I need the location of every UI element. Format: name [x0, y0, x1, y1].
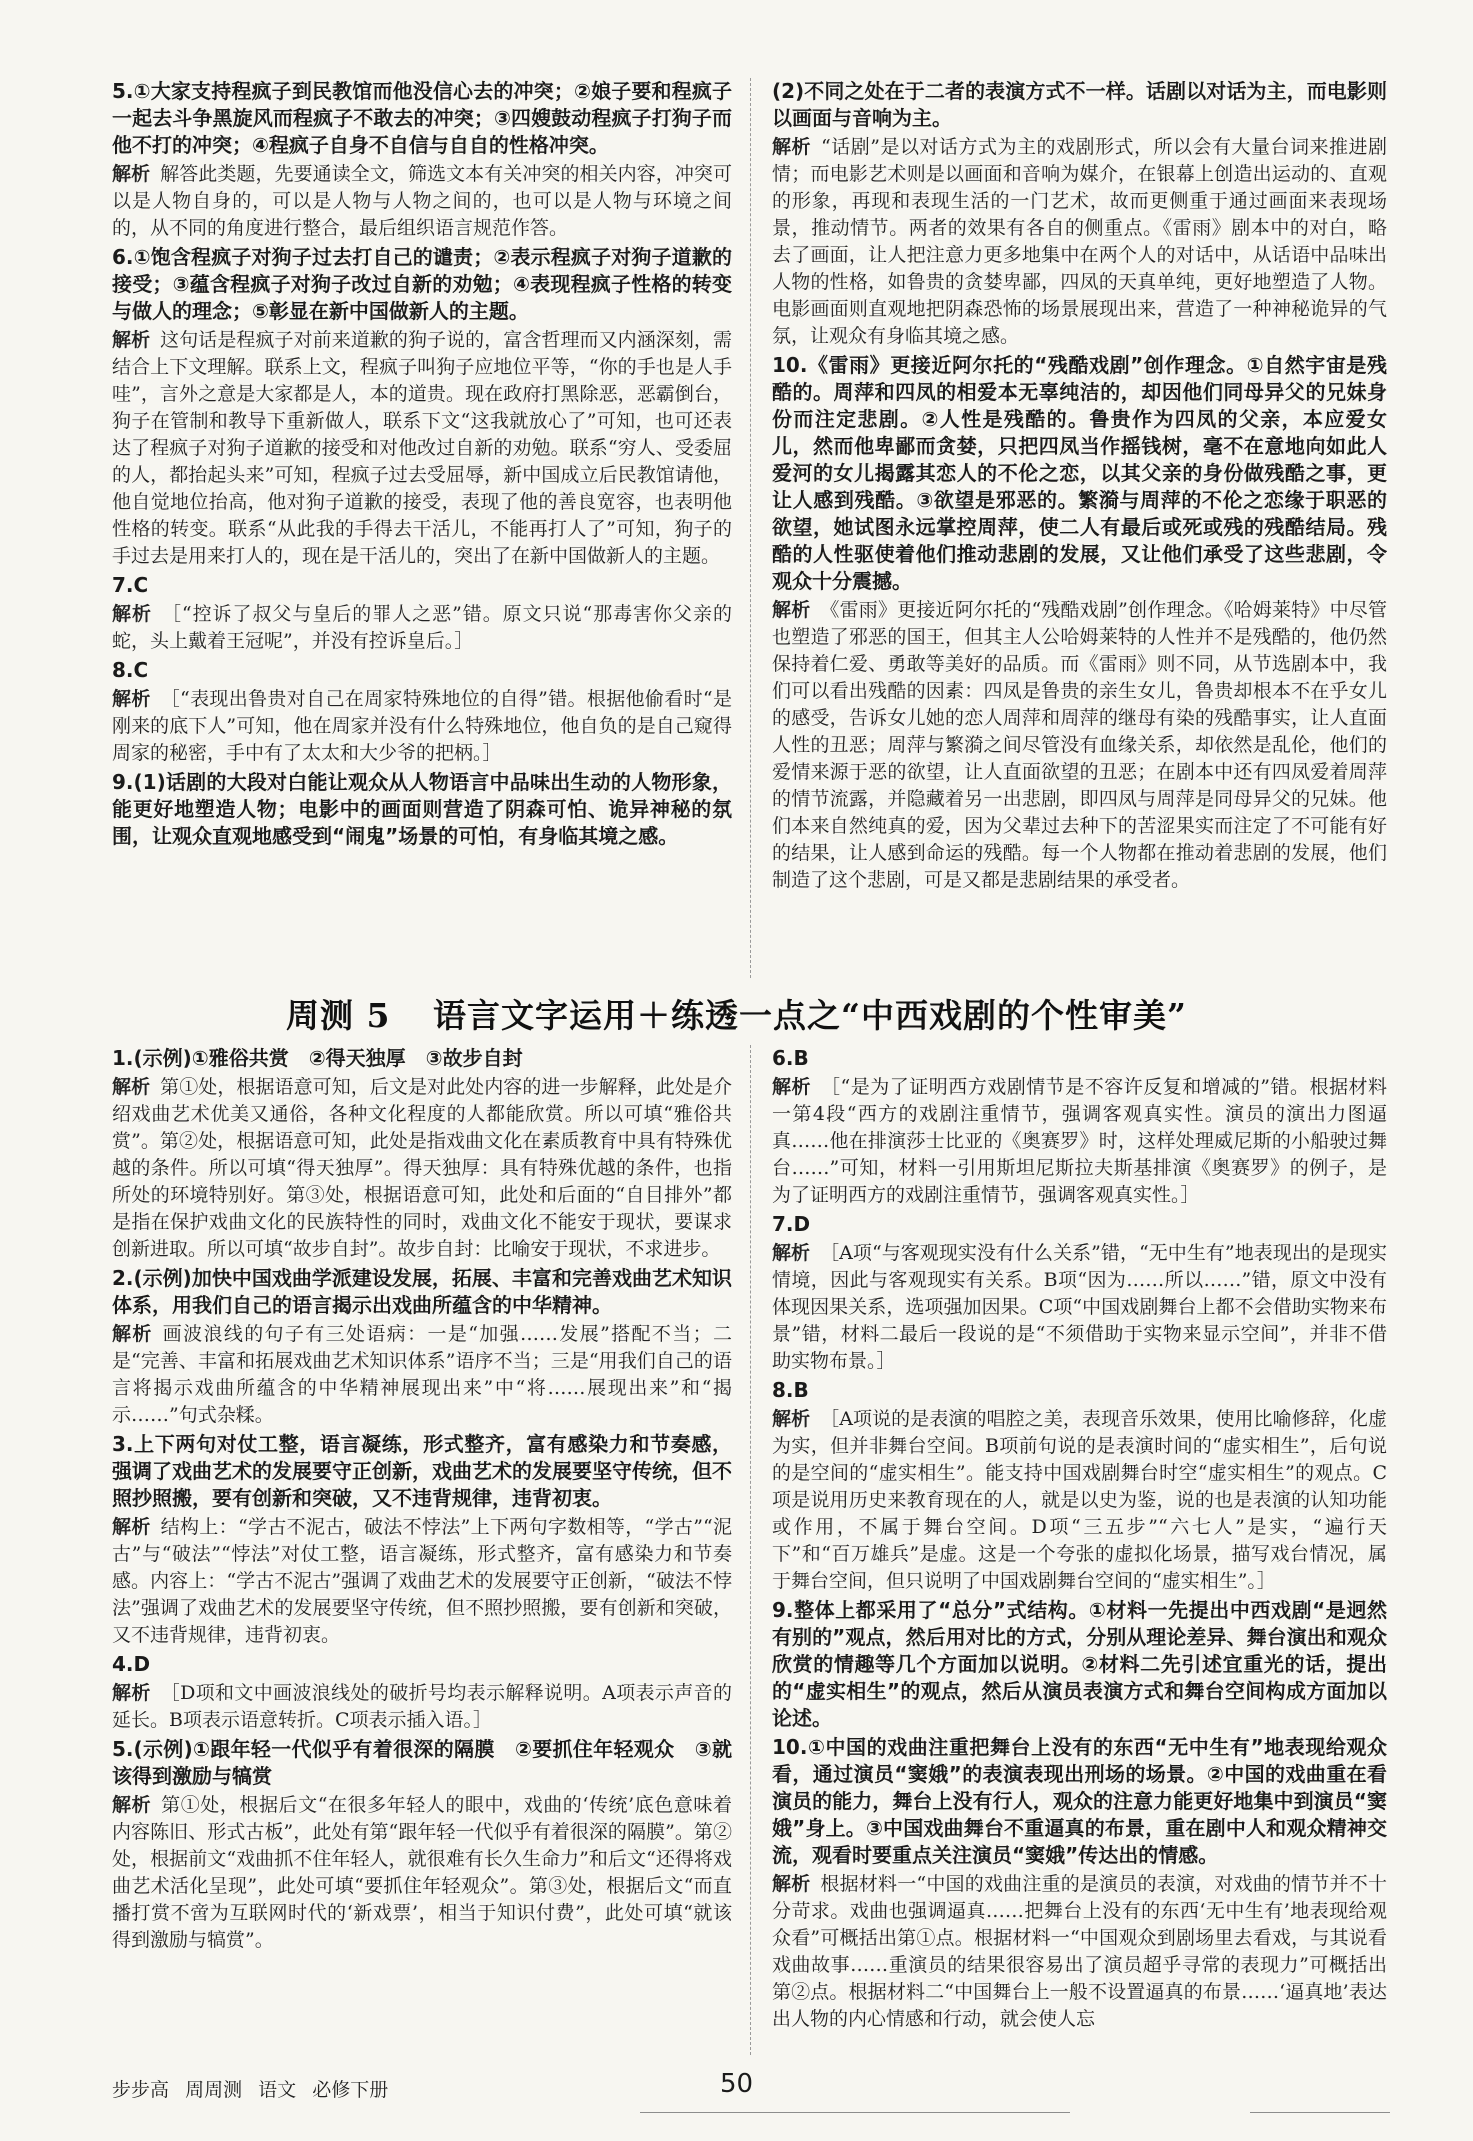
analysis-label: 解析 — [112, 603, 152, 625]
analysis-text: 结构上：“学古不泥古，破法不悖法”上下两句字数相等，“学古”“泥古”与“破法”“悖法”对仗工整，语言凝练，形式整齐，富有感染力和节奏感。内容上：“学古不泥古”强调了戏曲艺术的发展要守正创新，“破法不悖法”强调了戏曲艺术的发展要坚守传统，但不照抄照搬，要有创新和突破，又不违背规律，违背初衷。 — [112, 1516, 732, 1646]
answer-item: 3.上下两句对仗工整，语言凝练，形式整齐，富有感染力和节奏感，强调了戏曲艺术的发展要守正创新，戏曲艺术的发展要坚守传统，但不照抄照搬，要有创新和突破，又不违背规律，违背初衷。 — [112, 1432, 732, 1510]
analysis-text: 第①处，根据语意可知，后文是对此处内容的进一步解释，此处是介绍戏曲艺术优美又通俗，各种文化程度的人都能欣赏。所以可填“雅俗共赏”。第②处，根据语意可知，此处是指戏曲文化在素质教育中具有特殊优越的条件。所以可填“得天独厚”。得天独厚：具有特殊优越的条件，也指所处的环境特别好。第③处，根据语意可知，此处和后面的“自目排外”都是指在保护戏曲文化的民族特性的同时，戏曲文化不能安于现状，要谋求创新进取。所以可填“故步自封”。故步自封：比喻安于现状，不求进步。 — [112, 1076, 732, 1260]
analysis-label: 解析 — [772, 1242, 811, 1264]
answer-item: 1.(示例)①雅俗共赏 ②得天独厚 ③故步自封 — [112, 1046, 523, 1070]
section-heading — [0, 990, 1473, 1037]
analysis-label: 解析 — [772, 1076, 812, 1098]
footer-volume: 必修下册 — [312, 2079, 389, 2101]
analysis-text: ［“表现出鲁贵对自己在周家特殊地位的自得”错。根据他偷看时“是刚来的底下人”可知，他在周家并没有什么特殊地位，他自负的是自己窥得周家的秘密，手中有了太太和大少爷的把柄。］ — [112, 688, 732, 764]
analysis-label: 解析 — [112, 1076, 151, 1098]
analysis-label: 解析 — [772, 136, 812, 158]
analysis-label: 解析 — [112, 1516, 151, 1538]
analysis-paragraph — [772, 1240, 1387, 1375]
answer-item: 6.①饱含程疯子对狗子过去打自己的谴责；②表示程疯子对狗子道歉的接受；③蕴含程疯子对狗子改过自新的劝勉；④表现程疯子性格的转变与做人的理念；⑤彰显在新中国做新人的主题。 — [112, 245, 732, 323]
analysis-text: ［D项和文中画波浪线处的破折号均表示解释说明。A项表示声音的延长。B项表示语意转折。C项表示插入语。］ — [112, 1682, 732, 1731]
column-divider-top — [750, 78, 751, 978]
top-right-column — [772, 78, 1387, 896]
analysis-paragraph — [772, 1074, 1387, 1209]
page-number: 50 — [719, 2069, 754, 2099]
footer-series: 周周测 — [185, 2079, 243, 2101]
footer-rule-right — [1250, 2112, 1390, 2113]
answer-item: 6.B — [772, 1046, 809, 1070]
section-number: 周测 5 — [286, 996, 391, 1035]
analysis-paragraph — [112, 327, 732, 570]
analysis-label: 解析 — [772, 1408, 811, 1430]
analysis-label: 解析 — [112, 1682, 151, 1704]
footer-rule — [640, 2112, 1070, 2113]
analysis-paragraph — [772, 1406, 1387, 1595]
answer-item: (2)不同之处在于二者的表演方式不一样。话剧以对话为主，而电影则以画面与音响为主。 — [772, 79, 1387, 130]
analysis-text: ［“控诉了叔父与皇后的罪人之恶”错。原文只说“那毒害你父亲的蛇，头上戴着王冠呢”，并没有控诉皇后。］ — [112, 603, 732, 652]
section-title-text: 语言文字运用＋练透一点之“中西戏剧的个性审美” — [432, 996, 1187, 1035]
analysis-paragraph — [112, 161, 732, 242]
answer-item: 10.《雷雨》更接近阿尔托的“残酷戏剧”创作理念。①自然宇宙是残酷的。周萍和四凤的相爱本无辜纯洁的，却因他们同母异父的兄妹身份而注定悲剧。②人性是残酷的。鲁贵作为四凤的父亲，本应爱女儿，然而他卑鄙而贪婪，只把四凤当作摇钱树，毫不在意地向如此人爱河的女儿揭露其恋人的不伦之恋，以其父亲的身份做残酷之事，更让人感到残酷。③欲望是邪恶的。繁漪与周萍的不伦之恋缘于职恶的欲望，她试图永远掌控周萍，使二人有最后或死或残的残酷结局。残酷的人性驱使着他们推动悲剧的发展，又让他们承受了这些悲剧，令观众十分震撼。 — [772, 353, 1387, 593]
analysis-text: 解答此类题，先要通读全文，筛选文本有关冲突的相关内容，冲突可以是人物自身的，可以是人物与人物之间的，也可以是人物与环境之间的，从不同的角度进行整合，最后组织语言规范作答。 — [112, 163, 732, 239]
analysis-text: 这句话是程疯子对前来道歉的狗子说的，富含哲理而又内涵深刻，需结合上下文理解。联系上文，程疯子叫狗子应地位平等，“你的手也是人手哇”，言外之意是大家都是人，本的道贵。现在政府打黑除恶，恶霸倒台，狗子在管制和教导下重新做人，联系下文“这我就放心了”可知，也可还表达了程疯子对狗子道歉的接受和对他改过自新的劝勉。联系“穷人、受委屈的人，都抬起头来”可知，程疯子过去受屈辱，新中国成立后民教馆请他，他自觉地位抬高，他对狗子道歉的接受，表现了他的善良宽容，也表明他性格的转变。联系“从此我的手得去干活儿，不能再打人了”可知，狗子的手过去是用来打人的，现在是干活儿的，突出了在新中国做新人的主题。 — [112, 329, 732, 567]
answer-item: 5.(示例)①跟年轻一代似乎有着很深的隔膜 ②要抓住年轻观众 ③就该得到激励与犒赏 — [112, 1737, 732, 1788]
analysis-paragraph — [112, 686, 732, 767]
answer-item: 7.C — [112, 573, 149, 597]
analysis-text: 根据材料一“中国的戏曲注重的是演员的表演，对戏曲的情节并不十分苛求。戏曲也强调逼真……把舞台上没有的东西‘无中生有’地表现给观众看”可概括出第①点。根据材料一“中国观众到剧场里去看戏，与其说看戏曲故事……重演员的结果很容易出了演员超乎寻常的表现力”可概括出第②点。根据材料二“中国舞台上一般不设置逼真的布景……‘逼真地’表达出人物的内心情感和行动，就会使人忘 — [772, 1873, 1387, 2030]
analysis-label: 解析 — [112, 329, 151, 351]
analysis-text: ［A项说的是表演的唱腔之美，表现音乐效果，使用比喻修辞，化虚为实，但并非舞台空间。B项前句说的是表演时间的“虚实相生”，后句说的是空间的“虚实相生”。能支持中国戏剧舞台时空“虚实相生”的观点。C项是说用历史来教育现在的人，就是以史为鉴，说的也是表演的认知功能或作用，不属于舞台空间。D项“三五步”“六七人”是实，“遍行天下”和“百万雄兵”是虚。这是一个夸张的虚拟化场景，描写戏台情况，属于舞台空间，但只说明了中国戏剧舞台空间的“虚实相生”。］ — [772, 1408, 1387, 1592]
answer-item: 9.整体上都采用了“总分”式结构。①材料一先提出中西戏剧“是迥然有别的”观点，然后用对比的方式，分别从理论差异、舞台演出和观众欣赏的情趣等几个方面加以说明。②材料二先引述宜重光的话，提出的“虚实相生”的观点，然后从演员表演方式和舞台空间构成方面加以论述。 — [772, 1598, 1387, 1730]
analysis-paragraph — [112, 1074, 732, 1263]
answer-item: 7.D — [772, 1212, 811, 1236]
analysis-paragraph — [772, 597, 1387, 894]
bottom-right-column — [772, 1045, 1387, 2035]
footer-book: 步步高 — [112, 2079, 170, 2101]
analysis-text: 《雷雨》更接近阿尔托的“残酷戏剧”创作理念。《哈姆莱特》中尽管也塑造了邪恶的国王，但其主人公哈姆莱特的人性并不是残酷的，他仍然保持着仁爱、勇敢等美好的品质。而《雷雨》则不同，从节选剧本中，我们可以看出残酷的因素：四凤是鲁贵的亲生女儿，鲁贵却根本不在乎女儿的感受，告诉女儿她的恋人周萍和周萍的继母有染的残酷事实，让人直面人性的丑恶；周萍与繁漪之间尽管没有血缘关系，却依然是乱伦，他们的爱情来源于恶的欲望，让人直面欲望的丑恶；在剧本中还有四凤爱着周萍的情节流露，并隐藏着另一出悲剧，即四凤与周萍是同母异父的兄妹。他们本来自然纯真的爱，因为父辈过去种下的苦涩果实而注定了不可能有好的结果，让人感到命运的残酷。每一个人物都在推动着悲剧的发展，他们制造了这个悲剧，可是又都是悲剧结果的承受者。 — [772, 599, 1387, 891]
analysis-label: 解析 — [112, 1323, 153, 1345]
bottom-left-column — [112, 1045, 732, 1956]
analysis-label: 解析 — [112, 688, 151, 710]
footer-subject: 语文 — [258, 2079, 297, 2101]
analysis-text: ［“是为了证明西方戏剧情节是不容许反复和增减的”错。根据材料一第4段“西方的戏剧注重情节，强调客观真实性。演员的演出力图逼真……他在排演莎士比亚的《奥赛罗》时，这样处理威尼斯的小船驶过舞台……”可知，材料一引用斯坦尼斯拉夫斯基排演《奥赛罗》的例子，是为了证明西方的戏剧注重情节，强调客观真实性。］ — [772, 1076, 1387, 1206]
analysis-paragraph — [772, 134, 1387, 350]
answer-item: 9.(1)话剧的大段对白能让观众从人物语言中品味出生动的人物形象，能更好地塑造人物；电影中的画面则营造了阴森可怕、诡异神秘的氛围，让观众直观地感受到“闹鬼”场景的可怕，有身临其境之感。 — [112, 770, 732, 848]
analysis-paragraph — [112, 1680, 732, 1734]
analysis-paragraph — [112, 1514, 732, 1649]
analysis-text: “话剧”是以对话方式为主的戏剧形式，所以会有大量台词来推进剧情；而电影艺术则是以画面和音响为媒介，在银幕上创造出运动的、直观的形象，再现和表现生活的一门艺术，故而更侧重于通过画面来表现场景，推动情节。两者的效果有各自的侧重点。《雷雨》剧本中的对白，略去了画面，让人把注意力更多地集中在两个人的对话中，从话语中品味出人物的性格，如鲁贵的贪婪卑鄙，四凤的天真单纯，更好地塑造了人物。电影画面则直观地把阴森恐怖的场景展现出来，营造了一种神秘诡异的气氛，让观众有身临其境之感。 — [772, 136, 1387, 347]
analysis-paragraph — [112, 1792, 732, 1954]
analysis-paragraph — [112, 601, 732, 655]
analysis-paragraph — [772, 1871, 1387, 2033]
analysis-text: 第①处，根据后文“在很多年轻人的眼中，戏曲的‘传统’底色意味着内容陈旧、形式古板”，此处有第“跟年轻一代似乎有着很深的隔膜”。第②处，根据前文“戏曲抓不住年轻人，就很难有长久生命力”和后文“还得将戏曲艺术活化呈现”，此处可填“要抓住年轻观众”。第③处，根据后文“而直播打赏不啻为互联网时代的‘新戏票’，相当于知识付费”，此处可填“就该得到激励与犒赏”。 — [112, 1794, 732, 1951]
answer-item: 8.B — [772, 1378, 809, 1402]
column-divider-bottom — [750, 1045, 751, 2055]
top-left-column — [112, 78, 732, 852]
analysis-text: 画波浪线的句子有三处语病：一是“加强……发展”搭配不当；二是“完善、丰富和拓展戏曲艺术知识体系”语序不当；三是“用我们自己的语言将揭示戏曲所蕴含的中华精神展现出来”中“将……展现出来”和“揭示……”句式杂糅。 — [112, 1323, 732, 1426]
answer-item: 5.①大家支持程疯子到民教馆而他没信心去的冲突；②娘子要和程疯子一起去斗争黑旋风而程疯子不敢去的冲突；③四嫂鼓动程疯子打狗子而他不打的冲突；④程疯子自身不自信与自自的性格冲突。 — [112, 79, 732, 157]
answer-item: 4.D — [112, 1652, 151, 1676]
analysis-label: 解析 — [112, 1794, 152, 1816]
answer-item: 8.C — [112, 658, 149, 682]
analysis-text: ［A项“与客观现实没有什么关系”错，“无中生有”地表现出的是现实情境，因此与客观现实有关系。B项“因为……所以……”错，原文中没有体现因果关系，选项强加因果。C项“中国戏剧舞台上都不会借助实物来布景”错，材料二最后一段说的是“不须借助于实物来显示空间”，并非不借助实物布景。］ — [772, 1242, 1387, 1372]
analysis-label: 解析 — [772, 599, 811, 621]
analysis-paragraph — [112, 1321, 732, 1429]
answer-item: 10.①中国的戏曲注重把舞台上没有的东西“无中生有”地表现给观众看，通过演员“窦娥”的表演表现出刑场的场景。②中国的戏曲重在看演员的能力，舞台上没有行人，观众的注意力能更好地集中到演员“窦娥”身上。③中国戏曲舞台不重逼真的布景，重在剧中人和观众精神交流，观看时要重点关注演员“窦娥”传达出的情感。 — [772, 1735, 1387, 1867]
analysis-label: 解析 — [112, 163, 151, 185]
answer-item: 2.(示例)加快中国戏曲学派建设发展，拓展、丰富和完善戏曲艺术知识体系，用我们自己的语言揭示出戏曲所蕴含的中华精神。 — [112, 1266, 732, 1317]
analysis-label: 解析 — [772, 1873, 811, 1895]
